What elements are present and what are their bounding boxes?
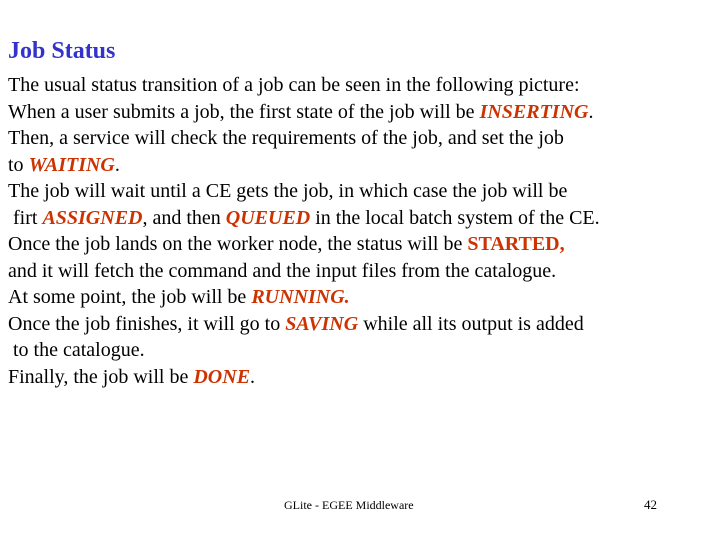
- line-text: At some point, the job will be: [8, 286, 252, 308]
- status-started: STARTED,: [467, 233, 565, 255]
- body-line-2: [8, 99, 718, 126]
- body-line-5: [8, 178, 718, 205]
- body-line-10: [8, 311, 718, 338]
- line-text: Then, a service will check the requirements of the job, and set the job: [8, 127, 564, 149]
- status-queued: QUEUED: [225, 206, 311, 229]
- footer-text: GLite - EGEE Middleware: [284, 498, 414, 512]
- line-text: to the catalogue.: [8, 339, 145, 361]
- slide-body: [8, 72, 718, 390]
- body-line-4: [8, 152, 718, 179]
- slide-title: Job Status: [8, 38, 116, 64]
- line-text: firt: [8, 206, 43, 229]
- status-running: RUNNING.: [251, 286, 350, 308]
- status-waiting: WAITING: [28, 153, 115, 176]
- body-line-6: [8, 205, 718, 232]
- body-line-11: [8, 337, 718, 364]
- status-inserting: INSERTING: [479, 100, 589, 123]
- line-text: to: [8, 153, 29, 176]
- line-text: Once the job finishes, it will go to: [8, 312, 286, 335]
- line-text: Finally, the job will be: [8, 365, 194, 388]
- line-text: in the local batch system of the CE.: [310, 206, 600, 229]
- line-text: Once the job lands on the worker node, the status will be: [8, 233, 468, 255]
- line-text: and it will fetch the command and the input files from the catalogue.: [8, 259, 557, 282]
- line-text: When a user submits a job, the first state of the job will be: [8, 100, 480, 123]
- body-line-3: [8, 125, 718, 152]
- line-text: .: [588, 100, 594, 123]
- line-text: while all its output is added: [358, 312, 584, 335]
- line-text: The usual status transition of a job can be seen in the following picture:: [8, 74, 580, 96]
- line-text: The job will wait until a CE gets the job, in which case the job will be: [8, 180, 568, 202]
- status-saving: SAVING: [285, 312, 359, 335]
- page-number: 42: [644, 497, 657, 512]
- line-text: .: [114, 153, 120, 176]
- line-text: , and then: [142, 206, 226, 229]
- body-line-1: [8, 72, 718, 99]
- line-text: .: [250, 365, 256, 388]
- body-line-7: [8, 231, 718, 258]
- body-line-9: [8, 284, 718, 311]
- body-line-12: [8, 364, 718, 391]
- body-line-8: [8, 258, 718, 285]
- status-assigned: ASSIGNED: [42, 206, 143, 229]
- status-done: DONE: [193, 365, 251, 388]
